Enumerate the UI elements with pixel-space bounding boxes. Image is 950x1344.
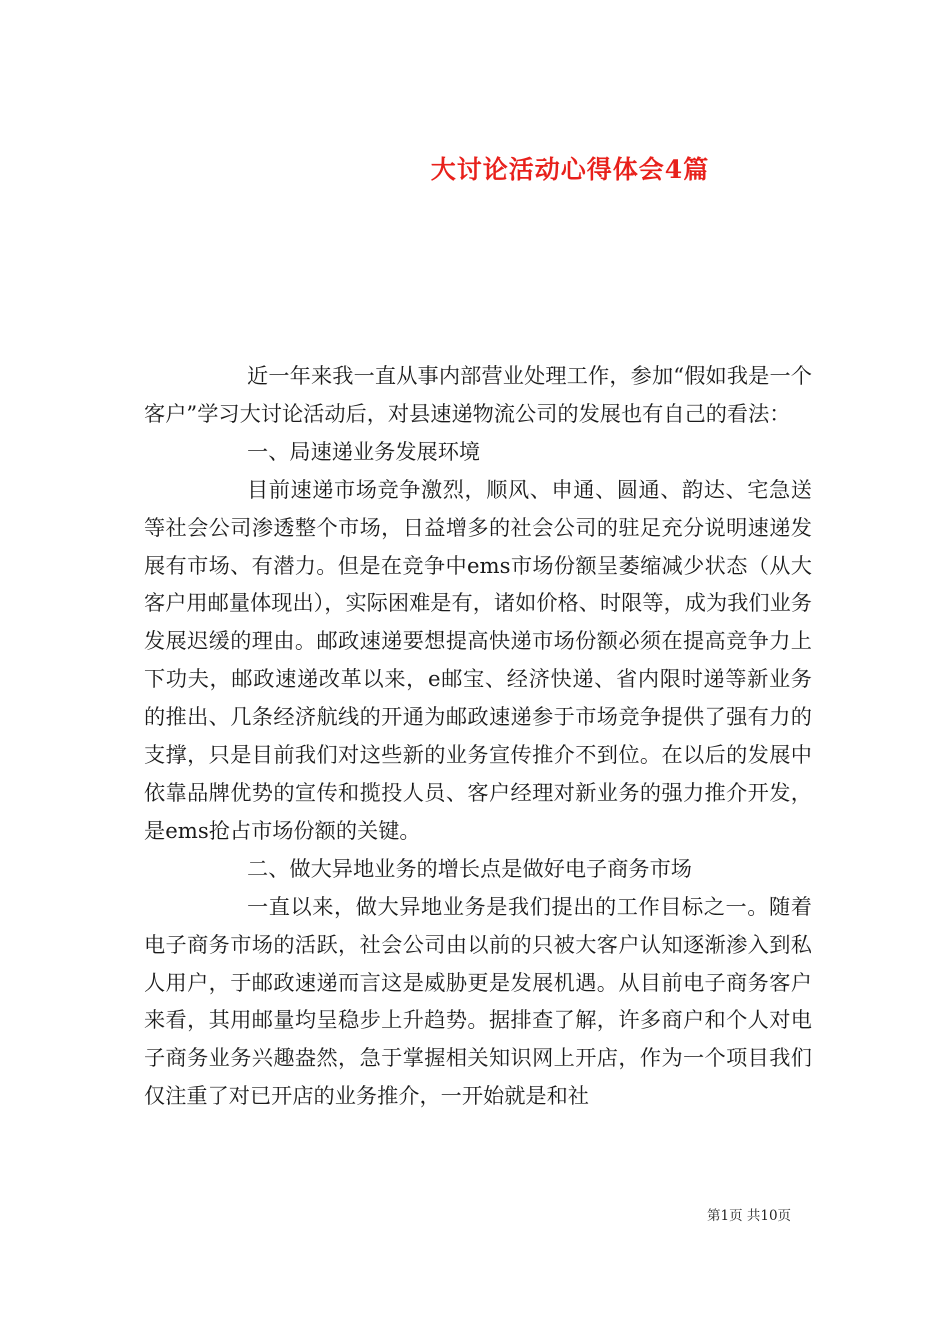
document-body bbox=[144, 357, 812, 1115]
page-number-footer: 第1页 共10页 bbox=[707, 1208, 792, 1224]
document-title: 大讨论活动心得体会4篇 bbox=[430, 154, 710, 184]
paragraph-intro: 近一年来我一直从事内部营业处理工作，参加“假如我是一个客户”学习大讨论活动后，对县速递物流公司的发展也有自己的看法： bbox=[144, 363, 812, 426]
paragraph-market-environment: 目前速递市场竞争激烈，顺风、申通、圆通、韵达、宅急送等社会公司渗透整个市场，日益增多的社会公司的驻足充分说明速递发展有市场、有潜力。但是在竞争中ems市场份额呈萎缩减少状态（从大客户用邮量体现出），实际困难是有，诸如价格、时限等，成为我们业务发展迟缓的理由。邮政速递要想提高快递市场份额必须在提高竞争力上下功夫，邮政速递改革以来，e邮宝、经济快递、省内限时递等新业务的推出、几条经济航线的开通为邮政速递参于市场竞争提供了强有力的支撑，只是目前我们对这些新的业务宣传推介不到位。在以后的发展中依靠品牌优势的宣传和揽投人员、客户经理对新业务的强力推介开发，是ems抢占市场份额的关键。 bbox=[144, 476, 812, 843]
section-heading-2: 二、做大异地业务的增长点是做好电子商务市场 bbox=[247, 855, 692, 881]
paragraph-ecommerce: 一直以来，做大异地业务是我们提出的工作目标之一。随着电子商务市场的活跃，社会公司由以前的只被大客户认知逐渐渗入到私人用户，于邮政速递而言这是威胁更是发展机遇。从目前电子商务客户来看，其用邮量均呈稳步上升趋势。据排查了解，许多商户和个人对电子商务业务兴趣盎然，急于掌握相关知识网上开店，作为一个项目我们仅注重了对已开店的业务推介，一开始就是和社 bbox=[144, 893, 812, 1109]
section-heading-1: 一、局速递业务发展环境 bbox=[247, 438, 481, 464]
